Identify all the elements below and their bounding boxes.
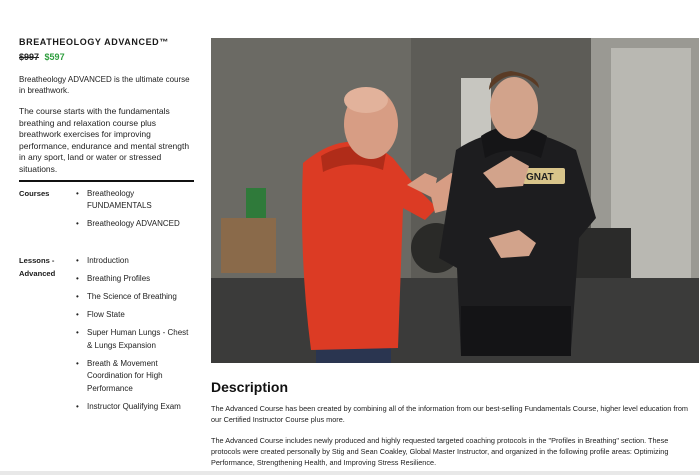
old-price: $997 bbox=[19, 52, 40, 62]
list-item: • Breath & Movement Coordination for High Performance bbox=[71, 358, 195, 396]
list-item: • Flow State bbox=[71, 309, 195, 322]
list-item: • Breatheology FUNDAMENTALS bbox=[71, 188, 195, 213]
list-item: • Instructor Qualifying Exam bbox=[71, 401, 195, 414]
description-title: Description bbox=[211, 379, 289, 395]
horizontal-scrollbar[interactable] bbox=[0, 471, 700, 475]
list-item: • Super Human Lungs - Chest & Lungs Expansion bbox=[71, 327, 195, 352]
courses-list bbox=[71, 188, 195, 237]
lessons-section bbox=[19, 255, 195, 419]
product-title: BREATHEOLOGY ADVANCED™ bbox=[19, 37, 169, 47]
lessons-label: Lessons - Advanced bbox=[19, 256, 56, 278]
courses-section bbox=[19, 188, 195, 237]
list-item: • Introduction bbox=[71, 255, 195, 268]
shirt-logo-text: GNAT bbox=[526, 172, 554, 183]
product-intro: Breatheology ADVANCED is the ultimate course in breathwork. bbox=[19, 75, 190, 95]
list-item: • Breathing Profiles bbox=[71, 273, 195, 286]
product-info bbox=[19, 36, 195, 419]
price-block bbox=[19, 51, 195, 63]
divider bbox=[19, 180, 194, 182]
courses-label: Courses bbox=[19, 188, 50, 198]
description-paragraph: The Advanced Course includes newly produced and highly requested targeted coaching protocols in the "Profiles in Breathing" section. These protocols were created personally by Stig and Sean Coakley, Global Master Instructor, and organized in the following profile areas: Optimizing Performance, Strengthening Health, and Improving Stress Resilience. bbox=[211, 436, 669, 467]
list-item: • Breatheology ADVANCED bbox=[71, 218, 195, 231]
course-photo bbox=[211, 38, 699, 363]
product-summary: The course starts with the fundamentals breathing and relaxation course plus breathwork exercises for improving performance, endurance and mental strength in any sport, land or water or stressed situations. bbox=[19, 106, 190, 174]
sale-price: $597 bbox=[44, 52, 65, 62]
list-item: • The Science of Breathing bbox=[71, 291, 195, 304]
description-paragraph: The Advanced Course has been created by combining all of the information from our best-selling Fundamentals Course, higher level education from our Certified Instructor Course plus more. bbox=[211, 404, 688, 424]
photo-illustration bbox=[211, 38, 699, 363]
lessons-list bbox=[71, 255, 195, 419]
